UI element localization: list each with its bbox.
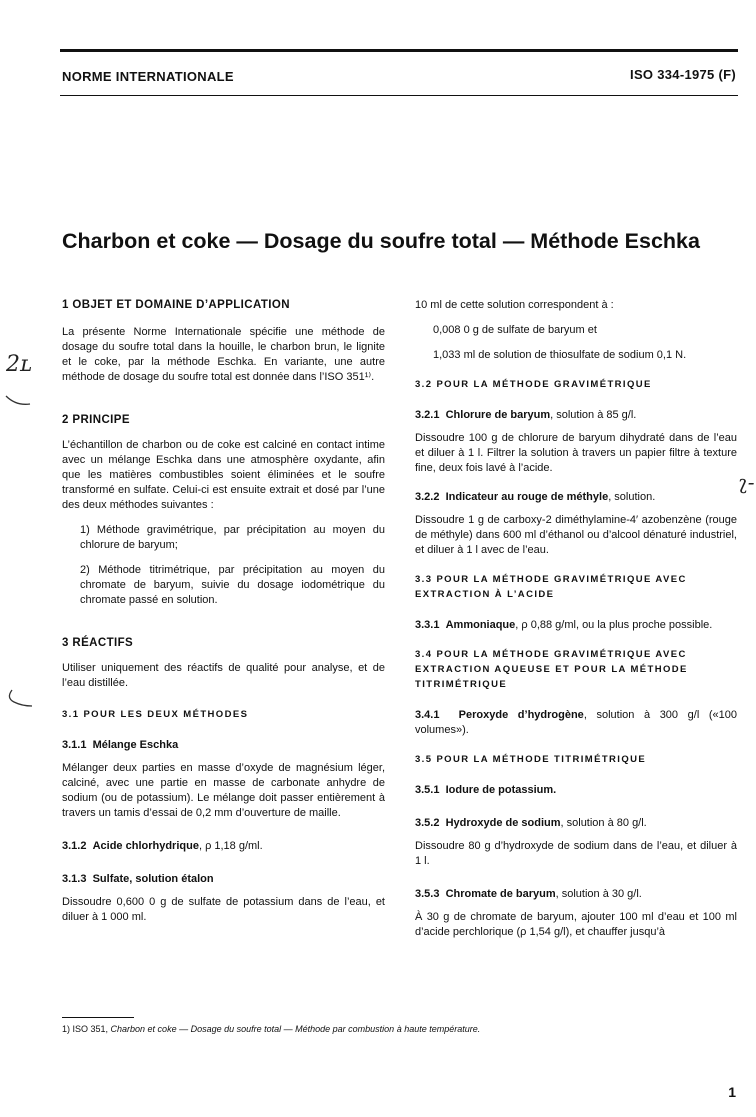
- item-3-1-1-heading: 3.1.1 Mélange Eschka: [62, 739, 179, 751]
- section-3-5-title: 3.5 POUR LA MÉTHODE TITRIMÉTRIQUE: [415, 754, 647, 765]
- footnote: 1) ISO 351, Charbon et coke — Dosage du soufre total — Méthode par combustion à haute température.: [62, 1024, 481, 1034]
- section-3-1-title: 3.1 POUR LES DEUX MÉTHODES: [62, 709, 249, 720]
- item-3-2-1-text: Dissoudre 100 g de chlorure de baryum dihydraté dans de l’eau et diluer à 1 l. Filtrer la solution à travers un papier filtre à texture fine, deux fois lavé à l’acide.: [415, 432, 737, 474]
- pen-mark-icon: [4, 688, 34, 710]
- method-item-2: 2) Méthode titrimétrique, par précipitation au moyen du chromate de baryum, suivie du dosage iodométrique du chromate passé en solution.: [80, 564, 385, 606]
- section-1-title: 1 OBJET ET DOMAINE D’APPLICATION: [62, 299, 290, 311]
- item-3-1-3-text: Dissoudre 0,600 0 g de sulfate de potassium dans de l’eau, et diluer à 1 000 ml.: [62, 896, 385, 923]
- section-3-2-title: 3.2 POUR LA MÉTHODE GRAVIMÉTRIQUE: [415, 379, 652, 390]
- pen-mark-icon: [4, 392, 32, 408]
- section-3-text: Utiliser uniquement des réactifs de qualité pour analyse, et de l’eau distillée.: [62, 662, 385, 689]
- item-3-1-1-text: Mélanger deux parties en masse d’oxyde de magnésium léger, calciné, avec une partie en masse de carbonate anhydre de sodium (ou de potassium). Le mélange doit passer entièrement à travers un tamis d’essai de 0,2 mm d’ouverture de maille.: [62, 762, 385, 819]
- item-3-4-1: 3.4.1 Peroxyde d’hydrogène, solution à 300 g/l («100 volumes»).: [415, 709, 737, 736]
- top-rule: [60, 49, 738, 52]
- handwritten-note-right: ʅ-: [738, 470, 755, 494]
- item-3-5-2-heading: 3.5.2 Hydroxyde de sodium, solution à 80 g/l.: [415, 817, 647, 829]
- equivalence-line-1: 0,008 0 g de sulfate de baryum et: [433, 324, 597, 336]
- item-3-1-2-heading: 3.1.2 Acide chlorhydrique, ρ 1,18 g/ml.: [62, 840, 263, 852]
- item-3-2-1-heading: 3.2.1 Chlorure de baryum, solution à 85 g/l.: [415, 409, 637, 421]
- standard-reference: ISO 334-1975 (F): [630, 67, 736, 82]
- item-3-5-2-text: Dissoudre 80 g d’hydroxyde de sodium dans de l’eau, et diluer à 1 l.: [415, 840, 737, 867]
- item-3-1-3-heading: 3.1.3 Sulfate, solution étalon: [62, 873, 214, 885]
- document-title: Charbon et coke — Dosage du soufre total — Méthode Eschka: [62, 229, 700, 253]
- item-3-3-1: 3.3.1 Ammoniaque, ρ 0,88 g/ml, ou la plus proche possible.: [415, 619, 713, 631]
- footnote-rule: [62, 1017, 134, 1018]
- equivalence-line-2: 1,033 ml de solution de thiosulfate de sodium 0,1 N.: [433, 349, 687, 361]
- item-3-5-3-text: À 30 g de chromate de baryum, ajouter 100 ml d’eau et 100 ml d’acide perchlorique (ρ 1,54 g/l), et chauffer jusqu’à: [415, 911, 737, 938]
- right-column: [415, 298, 737, 940]
- document-type-label: NORME INTERNATIONALE: [62, 69, 234, 84]
- section-2-title: 2 PRINCIPE: [62, 414, 130, 426]
- header-rule: [60, 95, 738, 96]
- solution-equivalence-intro: 10 ml de cette solution correspondent à :: [415, 299, 614, 311]
- item-3-5-1-heading: 3.5.1 Iodure de potassium.: [415, 784, 557, 796]
- item-3-2-2-text: Dissoudre 1 g de carboxy-2 diméthylamine-4′ azobenzène (rouge de méthyle) dans 600 ml d’éthanol ou d’alcool dénaturé industriel, et diluer à 1 l avec de l’eau.: [415, 514, 737, 556]
- page-number: 1: [728, 1084, 736, 1100]
- section-1-text: La présente Norme Internationale spécifie une méthode de dosage du soufre total dans la houille, le charbon brun, le lignite et le coke, par la méthode Eschka. En variante, une autre méthode de dosage du soufre total est donnée dans l’ISO 351¹⁾.: [62, 326, 385, 383]
- section-2-text: L’échantillon de charbon ou de coke est calciné en contact intime avec un mélange Eschka dans une atmosphère oxydante, afin que les matières combustibles soient éliminées et le soufre transformé en sulfate. Celui-ci est ensuite extrait et dosé par l’une des deux méthodes suivantes :: [62, 439, 385, 511]
- item-3-2-2-heading: 3.2.2 Indicateur au rouge de méthyle, solution.: [415, 491, 656, 503]
- section-3-title: 3 RÉACTIFS: [62, 637, 134, 649]
- method-item-1: 1) Méthode gravimétrique, par précipitation au moyen du chlorure de baryum;: [80, 524, 385, 551]
- item-3-5-3-heading: 3.5.3 Chromate de baryum, solution à 30 g/l.: [415, 888, 642, 900]
- handwritten-note-left: 2ʟ: [6, 352, 32, 377]
- section-3-4-title: 3.4 POUR LA MÉTHODE GRAVIMÉTRIQUE AVEC EXTRACTION AQUEUSE ET POUR LA MÉTHODE TITRIMÉTRIQUE: [415, 649, 688, 690]
- section-3-3-title: 3.3 POUR LA MÉTHODE GRAVIMÉTRIQUE AVEC EXTRACTION À L’ACIDE: [415, 574, 687, 600]
- left-column: [62, 298, 385, 925]
